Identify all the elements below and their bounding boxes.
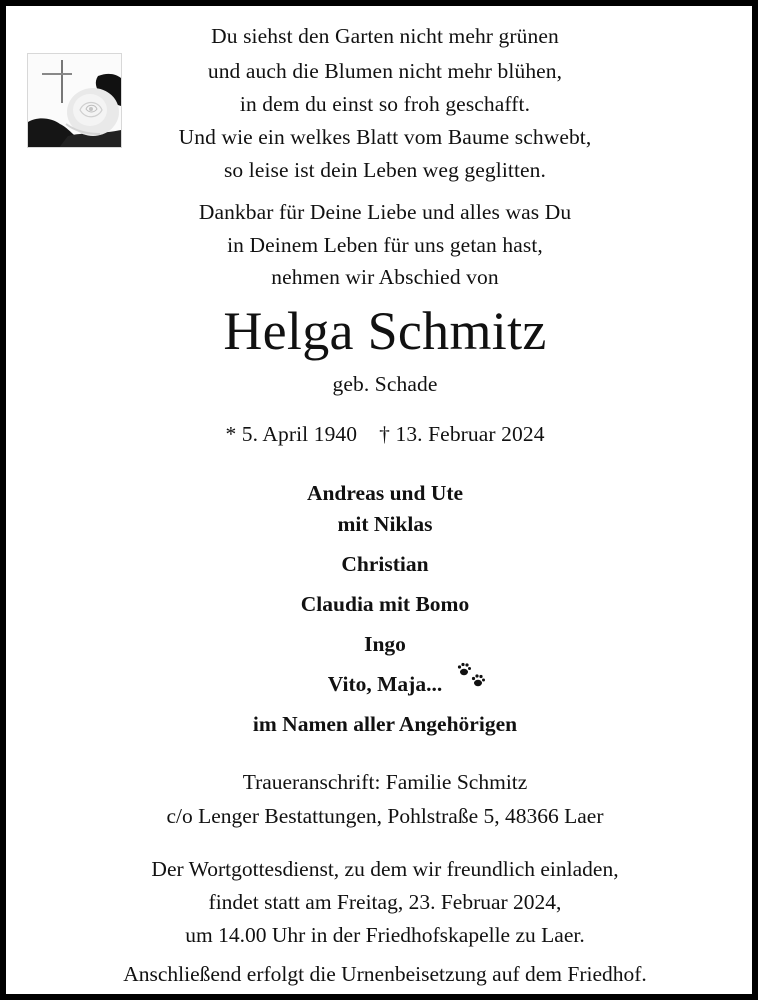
- poem-line-4: Und wie ein welkes Blatt vom Baume schwebt,: [178, 125, 592, 149]
- mourner-2: mit Niklas: [337, 512, 433, 536]
- life-dates: [6, 422, 758, 447]
- poem-line-1: Du siehst den Garten nicht mehr grünen: [211, 24, 559, 48]
- address-line-1: Traueranschrift: Familie Schmitz: [242, 770, 528, 794]
- poem-line-5: so leise ist dein Leben weg geglitten.: [223, 158, 547, 182]
- mourner-4: Claudia mit Bomo: [300, 592, 470, 616]
- service-line-2: findet statt am Freitag, 23. Februar 2024,: [208, 890, 562, 914]
- service-line-1: Der Wortgottesdienst, zu dem wir freundlich einladen,: [151, 857, 619, 881]
- mourner-1: Andreas und Ute: [306, 481, 464, 505]
- mourner-6: Vito, Maja...: [327, 672, 443, 696]
- poem-line-2: und auch die Blumen nicht mehr blühen,: [207, 59, 563, 83]
- paw-prints-icon: [455, 662, 489, 692]
- dedication-line-3: nehmen wir Abschied von: [271, 265, 499, 289]
- dedication-line-1: Dankbar für Deine Liebe und alles was Du: [198, 200, 572, 224]
- service-line-4: Anschließend erfolgt die Urnenbeisetzung auf dem Friedhof.: [123, 962, 647, 986]
- deceased-name: Helga Schmitz: [223, 301, 547, 361]
- maiden-name: geb. Schade: [332, 372, 438, 396]
- dedication-line-2: in Deinem Leben für uns getan hast,: [227, 233, 543, 257]
- mourner-3: Christian: [341, 552, 429, 576]
- mourner-7: im Namen aller Angehörigen: [252, 712, 518, 736]
- poem-line-3: in dem du einst so froh geschafft.: [239, 92, 531, 116]
- death-date: † 13. Februar 2024: [379, 422, 545, 446]
- mourner-5: Ingo: [364, 632, 406, 656]
- service-line-3: um 14.00 Uhr in der Friedhofskapelle zu Laer.: [185, 923, 585, 947]
- address-line-2: c/o Lenger Bestattungen, Pohlstraße 5, 48366 Laer: [166, 804, 604, 828]
- birth-date: * 5. April 1940: [225, 422, 358, 446]
